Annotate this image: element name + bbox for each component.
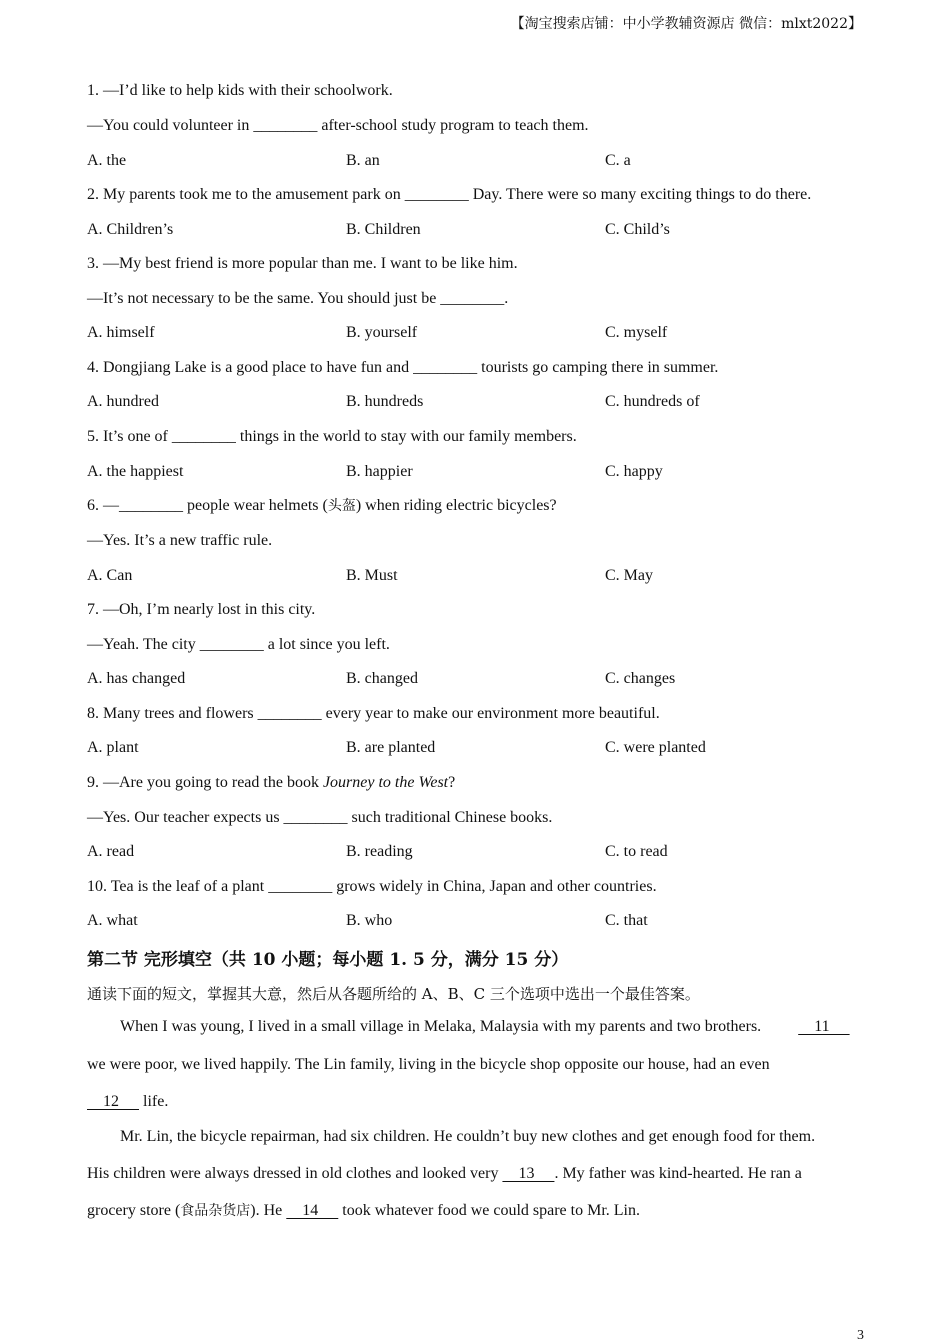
question-8-line-1: 8. Many trees and flowers ________ every year to make our environment more beautiful.	[87, 705, 660, 722]
question-3-line-2: —It’s not necessary to be the same. You should just be ________.	[87, 290, 509, 307]
question-2-line-1: 2. My parents took me to the amusement park on ________ Day. There were so many exciting things to do there.	[87, 186, 812, 203]
question-9-line-1	[87, 773, 455, 793]
question-5-option-b: B. happier	[346, 463, 413, 480]
question-6-line-2: —Yes. It’s a new traffic rule.	[87, 532, 273, 549]
question-9-text-b: ?	[448, 774, 456, 791]
question-7-option-b: B. changed	[346, 670, 418, 687]
question-2-option-b: B. Children	[346, 221, 421, 238]
question-10-option-a: A. what	[87, 912, 138, 929]
question-6-text-b: ) when riding electric bicycles?	[355, 497, 557, 514]
passage-para-2-line-1: Mr. Lin, the bicycle repairman, had six children. He couldn’t buy new clothes and get enough food for them.	[120, 1128, 816, 1145]
question-9-option-b: B. reading	[346, 843, 413, 860]
passage-text: When I was young, I lived in a small village in Melaka, Malaysia with my parents and two brothers.	[120, 1018, 766, 1035]
question-8-option-a: A. plant	[87, 739, 139, 756]
question-9-option-a: A. read	[87, 843, 135, 860]
question-3-line-1: 3. —My best friend is more popular than me. I want to be like him.	[87, 255, 518, 272]
question-2-option-a: A. Children’s	[87, 221, 174, 238]
question-3-option-c: C. myself	[605, 324, 668, 341]
passage-para-2-line-2	[87, 1164, 867, 1184]
page-header: 【淘宝搜索店铺：中小学教辅资源店 微信：mlxt2022】	[510, 16, 862, 32]
question-6-line-1	[87, 496, 557, 516]
question-8-option-b: B. are planted	[346, 739, 436, 756]
question-6-option-a: A. Can	[87, 567, 133, 584]
question-9-line-2: —Yes. Our teacher expects us ________ such traditional Chinese books.	[87, 809, 553, 826]
passage-text: His children were always dressed in old clothes and looked very	[87, 1165, 503, 1182]
question-3-option-a: A. himself	[87, 324, 155, 341]
passage-text: ). He	[250, 1202, 287, 1219]
question-6-cjk-gloss: 头盔	[327, 498, 356, 514]
passage-text: took whatever food we could spare to Mr. Lin.	[338, 1202, 640, 1219]
question-6-text-a: 6. —________ people wear helmets (	[87, 497, 328, 514]
question-10-option-b: B. who	[346, 912, 393, 929]
question-3-option-b: B. yourself	[346, 324, 418, 341]
passage-para-2-line-3	[87, 1201, 867, 1221]
question-5-option-a: A. the happiest	[87, 463, 184, 480]
passage-text: . My father was kind-hearted. He ran a	[554, 1165, 802, 1182]
question-9-option-c: C. to read	[605, 843, 668, 860]
question-7-line-1: 7. —Oh, I’m nearly lost in this city.	[87, 601, 316, 618]
question-9-text-a: 9. —Are you going to read the book	[87, 774, 323, 791]
question-1-line-1: 1. —I’d like to help kids with their schoolwork.	[87, 82, 393, 99]
question-7-option-a: A. has changed	[87, 670, 186, 687]
blank-11: 11	[798, 1018, 850, 1035]
passage-para-1-line-3	[87, 1092, 867, 1112]
question-4-option-a: A. hundred	[87, 393, 159, 410]
question-1-option-a: A. the	[87, 152, 127, 169]
passage-para-1-line-1	[87, 1017, 867, 1037]
question-1-option-b: B. an	[346, 152, 380, 169]
blank-13: 13	[502, 1165, 555, 1182]
question-8-option-c: C. were planted	[605, 739, 706, 756]
page-number: 3	[857, 1328, 864, 1343]
section-2-instruction: 通读下面的短文，掌握其大意，然后从各题所给的 A、B、C 三个选项中选出一个最佳答案。	[87, 985, 700, 1003]
section-2-title: 第二节 完形填空（共 10 小题；每小题 1. 5 分，满分 15 分）	[87, 950, 569, 970]
blank-12: 12	[87, 1093, 139, 1110]
passage-text: grocery store (	[87, 1202, 181, 1219]
question-2-option-c: C. Child’s	[605, 221, 670, 238]
question-7-line-2: —Yeah. The city ________ a lot since you left.	[87, 636, 390, 653]
question-1-line-2: —You could volunteer in ________ after-school study program to teach them.	[87, 117, 589, 134]
question-4-line-1: 4. Dongjiang Lake is a good place to have fun and ________ tourists go camping there in summer.	[87, 359, 719, 376]
question-9-book-title: Journey to the West	[322, 774, 449, 791]
question-6-option-b: B. Must	[346, 567, 398, 584]
question-1-option-c: C. a	[605, 152, 631, 169]
question-4-option-c: C. hundreds of	[605, 393, 700, 410]
question-10-line-1: 10. Tea is the leaf of a plant ________ grows widely in China, Japan and other countries.	[87, 878, 657, 895]
question-5-line-1: 5. It’s one of ________ things in the world to stay with our family members.	[87, 428, 577, 445]
question-4-option-b: B. hundreds	[346, 393, 424, 410]
passage-para-1-line-2: we were poor, we lived happily. The Lin family, living in the bicycle shop opposite our house, had an even	[87, 1056, 770, 1073]
question-6-option-c: C. May	[605, 567, 653, 584]
question-7-option-c: C. changes	[605, 670, 676, 687]
question-5-option-c: C. happy	[605, 463, 663, 480]
question-10-option-c: C. that	[605, 912, 648, 929]
passage-cjk-gloss: 食品杂货店	[180, 1203, 251, 1219]
passage-text: life.	[139, 1093, 169, 1110]
blank-14: 14	[286, 1202, 339, 1219]
